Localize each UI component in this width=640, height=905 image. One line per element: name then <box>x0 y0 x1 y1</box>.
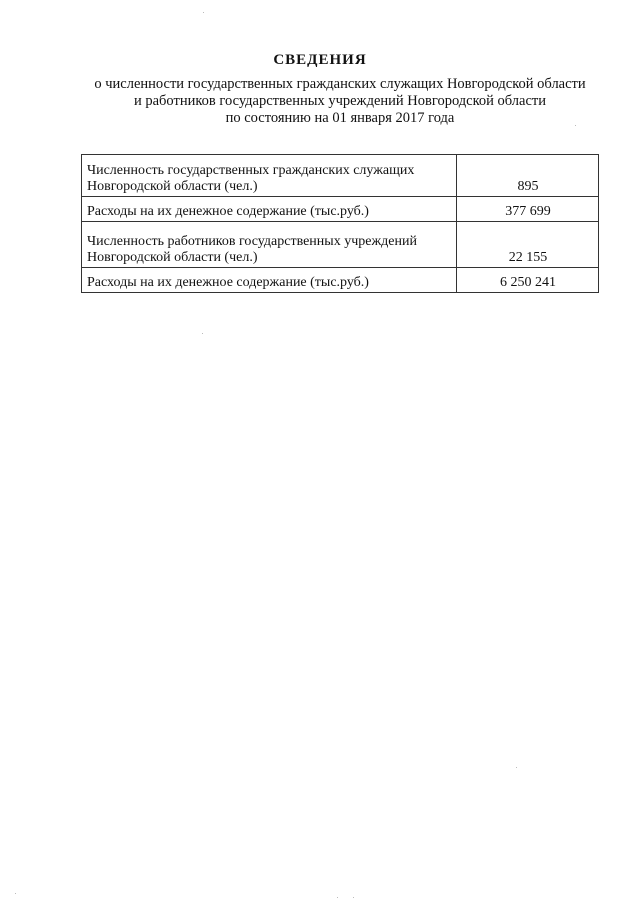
scan-speck <box>203 12 204 13</box>
scan-speck <box>15 893 16 894</box>
scan-speck <box>353 897 354 898</box>
row-label <box>82 155 457 197</box>
row-value: 377 699 <box>457 197 599 222</box>
row-value: 22 155 <box>457 222 599 268</box>
row-label-line: Новгородской области (чел.) <box>87 250 258 265</box>
row-label <box>82 268 457 293</box>
table-row <box>82 197 599 222</box>
statistics-table <box>81 154 599 293</box>
table-row <box>82 155 599 197</box>
scan-speck <box>202 333 203 334</box>
row-label-line: Расходы на их денежное содержание (тыс.руб.) <box>87 275 369 290</box>
row-label-line: Новгородской области (чел.) <box>87 179 258 194</box>
row-label <box>82 222 457 268</box>
scan-speck <box>575 125 576 126</box>
row-label-line: Численность работников государственных учреждений <box>87 234 417 249</box>
subtitle-line-3: по состоянию на 01 января 2017 года <box>225 110 455 126</box>
scan-speck <box>337 897 338 898</box>
row-label-line: Численность государственных гражданских служащих <box>87 163 415 178</box>
document-subtitle <box>40 76 640 127</box>
table-row <box>82 268 599 293</box>
scan-speck <box>516 767 517 768</box>
document-title: СВЕДЕНИЯ <box>273 52 367 68</box>
subtitle-line-2: и работников государственных учреждений Новгородской области <box>133 93 547 109</box>
row-value: 895 <box>457 155 599 197</box>
subtitle-line-1: о численности государственных гражданских служащих Новгородской области <box>94 76 586 92</box>
row-label <box>82 197 457 222</box>
table-row <box>82 222 599 268</box>
row-value: 6 250 241 <box>457 268 599 293</box>
row-label-line: Расходы на их денежное содержание (тыс.руб.) <box>87 204 369 219</box>
